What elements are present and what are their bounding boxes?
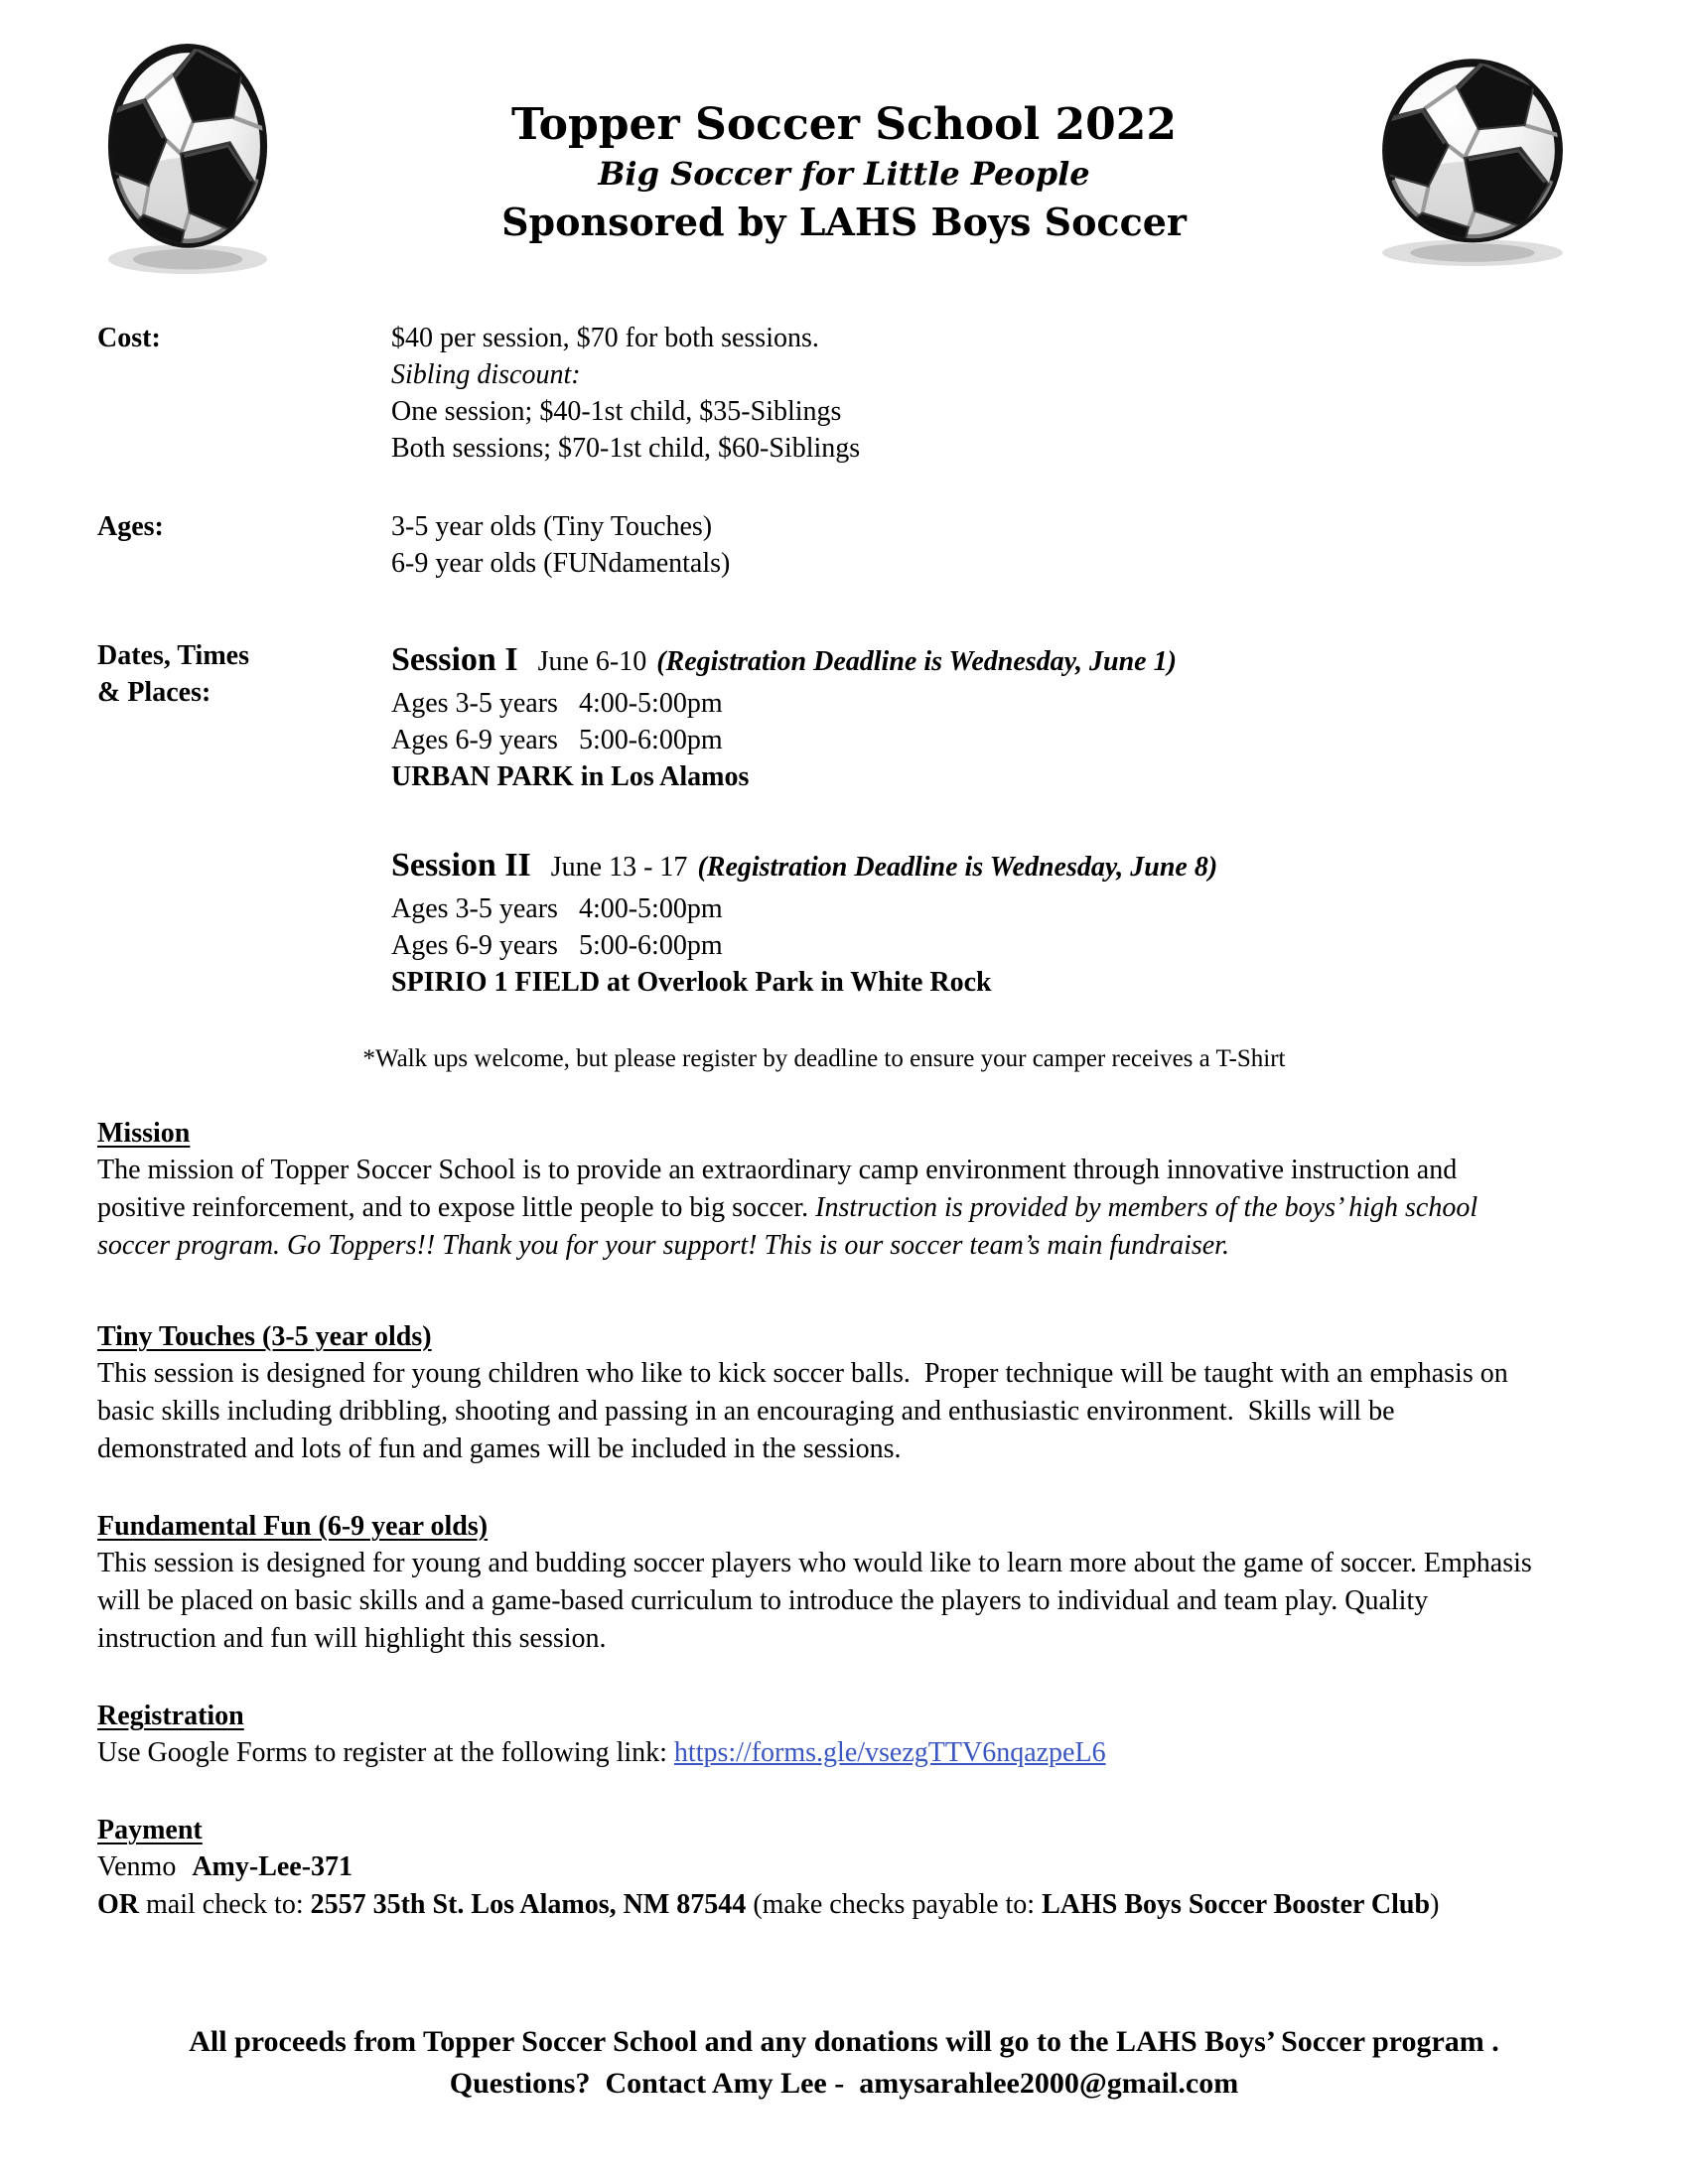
session-1-name: Session I xyxy=(391,641,518,678)
registration-heading: Registration xyxy=(97,1701,244,1731)
page-subtitle: Big Soccer for Little People xyxy=(598,155,1090,193)
dates-label-line: Dates, Times xyxy=(97,640,249,671)
mission-section xyxy=(97,1115,1551,1265)
dates-label-line: & Places: xyxy=(97,677,211,708)
or-text: OR xyxy=(97,1889,139,1920)
tiny-touches-heading: Tiny Touches (3-5 year olds) xyxy=(97,1321,432,1352)
tiny-touches-body: This session is designed for young children who like to kick soccer balls. Proper technique will be taught with an emphasis on basic skills including dribbling, shooting and passing in an encouraging and enthusiastic environment. Skills will be demonstrated and lots of fun and games will be included in the sessions. xyxy=(97,1358,1515,1464)
cost-label: Cost: xyxy=(97,323,161,353)
fundamental-fun-body: This session is designed for young and budding soccer players who would like to learn more about the game of soccer. Emphasis will be placed on basic skills and a game-based curriculum to introduce the players to individual and team play. Quality instruction and fun will highlight this session. xyxy=(97,1548,1532,1654)
payment-heading: Payment xyxy=(97,1815,203,1845)
footer-proceeds-line: All proceeds from Topper Soccer School and any donations will go to the LAHS Boys’ Soccer program . xyxy=(189,2025,1499,2058)
payable-name: LAHS Boys Soccer Booster Club xyxy=(1042,1889,1431,1920)
sibling-discount-heading: Sibling discount: xyxy=(391,359,581,390)
session-2-deadline: (Registration Deadline is Wednesday, June 8) xyxy=(697,852,1218,883)
footer-questions-line: Questions? Contact Amy Lee - amysarahlee2000@gmail.com xyxy=(449,2067,1239,2100)
soccer-ball-icon xyxy=(1372,52,1573,266)
registration-section xyxy=(97,1698,1551,1772)
mission-heading: Mission xyxy=(97,1118,191,1149)
soccer-ball-icon xyxy=(99,36,276,274)
mail-check-line xyxy=(97,1886,1551,1924)
session-2-dates: June 13 - 17 xyxy=(550,852,688,883)
ages-label: Ages: xyxy=(97,511,164,542)
session-2-ages-35: Ages 3-5 years 4:00-5:00pm xyxy=(391,893,723,924)
session-1-header xyxy=(391,637,1551,685)
dates-row xyxy=(97,637,1551,1001)
page-title: Topper Soccer School 2022 xyxy=(510,99,1177,150)
venmo-label: Venmo xyxy=(97,1851,177,1882)
session-2-location: SPIRIO 1 FIELD at Overlook Park in White Rock xyxy=(391,967,992,998)
sponsor-line: Sponsored by LAHS Boys Soccer xyxy=(501,200,1187,244)
venmo-line xyxy=(97,1848,1551,1886)
session-1-ages-69: Ages 6-9 years 5:00-6:00pm xyxy=(391,725,723,755)
cost-row xyxy=(97,320,1551,467)
flyer-content xyxy=(0,320,1688,1924)
session-2-block xyxy=(391,843,1551,1001)
session-1-deadline: (Registration Deadline is Wednesday, June 1) xyxy=(656,646,1177,677)
registration-link[interactable]: https://forms.gle/vsezgTTV6nqazpeL6 xyxy=(673,1737,1106,1768)
paren-close: ) xyxy=(1430,1889,1440,1920)
payable-text: make checks payable to: xyxy=(762,1889,1043,1920)
session-2-header xyxy=(391,843,1551,890)
session-2-ages-69: Ages 6-9 years 5:00-6:00pm xyxy=(391,930,723,961)
fundamental-fun-heading: Fundamental Fun (6-9 year olds) xyxy=(97,1511,489,1542)
registration-body xyxy=(97,1734,1551,1772)
mission-body xyxy=(97,1152,1551,1265)
cost-line: One session; $40-1st child, $35-Siblings xyxy=(391,396,842,427)
venmo-handle: Amy-Lee-371 xyxy=(192,1851,353,1882)
tiny-touches-section xyxy=(97,1318,1551,1468)
paren-open: ( xyxy=(746,1889,763,1920)
session-1-ages-35: Ages 3-5 years 4:00-5:00pm xyxy=(391,688,723,719)
cost-line: Both sessions; $70-1st child, $60-Siblings xyxy=(391,433,861,464)
cost-line: $40 per session, $70 for both sessions. xyxy=(391,323,819,353)
footer xyxy=(0,2021,1688,2105)
registration-lead: Use Google Forms to register at the following link: xyxy=(97,1737,674,1768)
mail-text: mail check to: xyxy=(139,1889,311,1920)
fundamental-fun-section xyxy=(97,1508,1551,1658)
session-2-name: Session II xyxy=(391,847,531,884)
cost-details xyxy=(391,320,1551,467)
mail-address: 2557 35th St. Los Alamos, NM 87544 xyxy=(310,1889,747,1920)
mission-body-italic: Instruction is provided by members of the boys’ high school soccer program. Go Toppers!! Thank you for your support! This is our soccer team’s main fundraiser. xyxy=(97,1192,1478,1261)
ages-line: 6-9 year olds (FUNdamentals) xyxy=(391,548,731,579)
ages-line: 3-5 year olds (Tiny Touches) xyxy=(391,511,713,542)
mission-body-regular: The mission of Topper Soccer School is to provide an extraordinary camp environment through innovative instruction and positive reinforcement, and to expose little people to big soccer. xyxy=(97,1155,1465,1223)
session-1-dates: June 6-10 xyxy=(537,646,647,677)
payment-section xyxy=(97,1812,1551,1924)
ages-row xyxy=(97,508,1551,582)
session-1-block xyxy=(391,637,1551,795)
dates-label xyxy=(97,637,391,711)
sessions xyxy=(391,637,1551,1001)
session-1-location: URBAN PARK in Los Alamos xyxy=(391,761,750,792)
ages-details xyxy=(391,508,1551,582)
walkup-note: *Walk ups welcome, but please register by deadline to ensure your camper receives a T-Shirt xyxy=(362,1045,1286,1072)
